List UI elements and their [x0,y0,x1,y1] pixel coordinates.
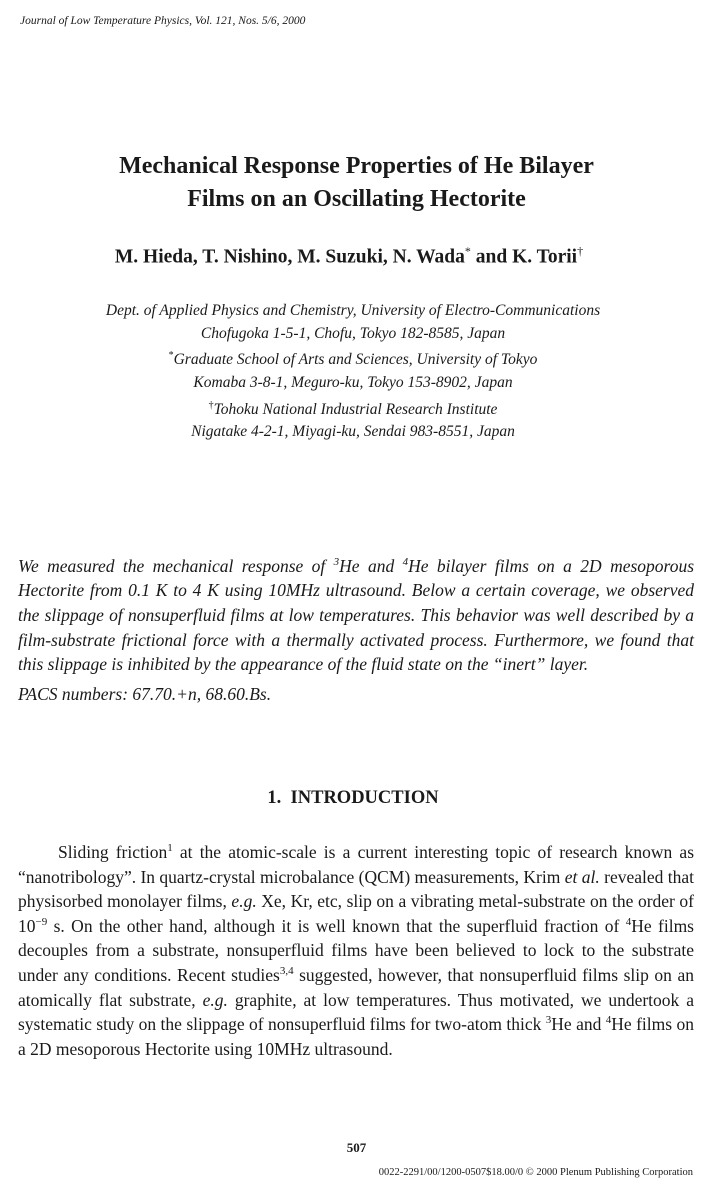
abstract-text [18,550,694,677]
title-line-2: Films on an Oscillating Hectorite [187,186,526,212]
author-mark-dagger: † [577,244,584,258]
affiliation-line-5 [0,395,706,422]
citation-ref: 3,4 [279,965,294,978]
authors-last: and K. Torii [470,246,578,268]
abstract-sup-4: 4 [402,556,409,568]
section-heading: 1. INTRODUCTION [267,788,439,808]
intro-italic: e.g. [202,989,228,1010]
affiliation-line-2: Chofugoka 1-5-1, Chofu, Tokyo 182-8585, Japan [200,324,506,342]
intro-text: suggested, however, that nonsuperfluid films slip on an atomically flat substrate, [18,964,694,1010]
intro-text: graphite, at low temperatures. Thus motivated, we undertook a systematic study on the slippage of nonsuperfluid films for two-atom thick [18,989,694,1035]
page-number: 507 [346,1140,367,1155]
journal-header: Journal of Low Temperature Physics, Vol. 121, Nos. 5/6, 2000 [20,15,306,27]
intro-text: He films on a 2D mesoporous Hectorite using 10MHz ultrasound. [18,1014,694,1059]
pacs-numbers: PACS numbers: 67.70.+n, 68.60.Bs. [18,683,272,704]
author-list [0,244,698,269]
author-mark-asterisk: * [464,244,471,258]
affiliation-mark-dagger: † [208,399,214,411]
paper-title [0,150,713,216]
intro-text: Xe, Kr, etc, slip on a vibrating metal-substrate on the order of 10 [18,891,695,936]
isotope-sup: 4 [625,915,632,928]
introduction-paragraph [18,840,694,1061]
intro-italic: et al. [564,866,600,887]
abstract-part-1: We measured the mechanical response of [18,555,334,576]
intro-text: Sliding friction [58,842,168,862]
citation-ref: 1 [167,842,173,855]
intro-text: He films decouples from a substrate, nonsuperfluid films have been believed to lock to the substrate under any conditions. Recent studies [18,915,694,985]
abstract-part-2: He and [339,555,403,576]
affiliation-line-4: Komaba 3-8-1, Meguro-ku, Tokyo 153-8902, Japan [193,373,513,391]
affiliation-line-6: Nigatake 4-2-1, Miyagi-ku, Sendai 983-8551, Japan [191,423,515,441]
affiliation-mark-asterisk: * [168,350,174,362]
isotope-sup: 3 [545,1014,552,1027]
abstract [18,550,694,706]
intro-text: He and [551,1014,606,1035]
intro-italic: e.g. [231,891,257,912]
isotope-sup: 4 [605,1014,612,1027]
intro-text: at the atomic-scale is a current interesting topic of research known as “nanotribology”. In quartz-crystal microbalance (QCM) measurements, Krim [18,842,695,887]
intro-text: s. On the other hand, although it is well known that the superfluid fraction of [47,915,626,936]
affiliation-line-5-text: Tohoku National Industrial Research Institute [213,400,498,418]
intro-text: revealed that physisorbed monolayer films, [18,866,694,912]
affiliations [0,300,706,444]
authors-names: M. Hieda, T. Nishino, M. Suzuki, N. Wada [114,246,465,268]
abstract-sup-3: 3 [333,556,340,568]
abstract-part-3: He bilayer films on a 2D mesoporous Hectorite from 0.1 K to 4 K using 10MHz ultrasound. Below a certain coverage, we observed the slippage of nonsuperfluid films at low temperatures. This behavior was well described by a film-substrate frictional force with a thermally activated process. Furthermore, we found that this slippage is inhibited by the appearance of the fluid state on the “inert” layer. [18,555,695,675]
affiliation-line-3-text: Graduate School of Arts and Sciences, University of Tokyo [173,351,538,369]
copyright-line: 0022-2291/00/1200-0507$18.00/0 © 2000 Plenum Publishing Corporation [378,1167,693,1178]
affiliation-line-3 [0,345,706,372]
affiliation-line-1: Dept. of Applied Physics and Chemistry, University of Electro-Communications [105,302,601,319]
title-line-1: Mechanical Response Properties of He Bilayer [119,153,594,179]
exponent: −9 [35,915,48,928]
